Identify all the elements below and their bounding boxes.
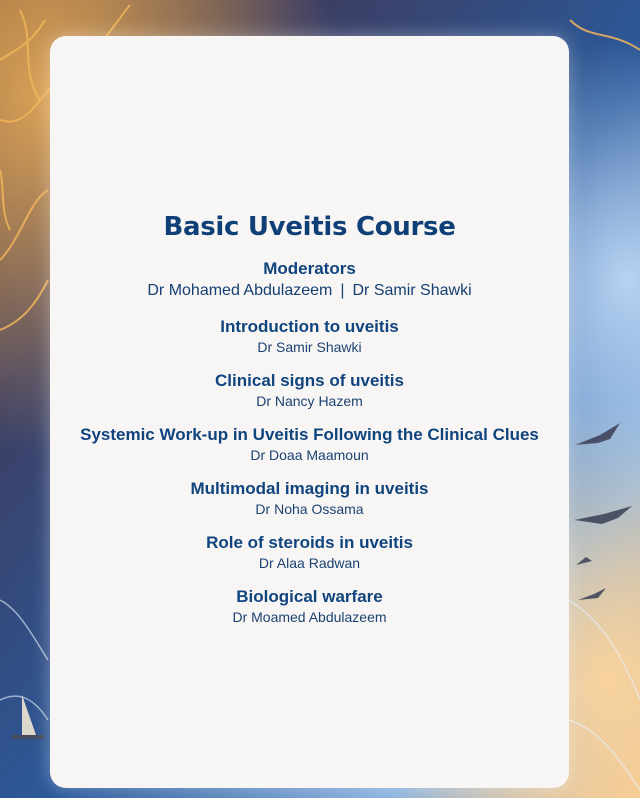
- session-title: Clinical signs of uveitis: [215, 371, 404, 390]
- session-item: [50, 586, 569, 627]
- session-speaker: Dr Noha Ossama: [255, 501, 364, 517]
- program-card: [50, 36, 569, 788]
- session-title: Role of steroids in uveitis: [206, 533, 413, 552]
- moderator-separator: |: [340, 282, 345, 299]
- session-speaker: Dr Samir Shawki: [257, 339, 362, 355]
- moderators-heading: Moderators: [263, 259, 356, 278]
- session-title: Biological warfare: [236, 587, 383, 606]
- session-speaker: Dr Moamed Abdulazeem: [232, 609, 387, 625]
- session-speaker: Dr Doaa Maamoun: [250, 447, 369, 463]
- moderators-names: [50, 280, 569, 302]
- session-title: Multimodal imaging in uveitis: [190, 479, 429, 498]
- moderator-name: Dr Samir Shawki: [352, 282, 472, 299]
- moderator-name: Dr Mohamed Abdulazeem: [147, 282, 333, 299]
- course-title: Basic Uveitis Course: [163, 212, 456, 242]
- session-speaker: Dr Nancy Hazem: [256, 393, 363, 409]
- session-item: [50, 316, 569, 357]
- session-title: Systemic Work-up in Uveitis Following the Clinical Clues: [80, 425, 539, 444]
- program-content: [50, 212, 569, 640]
- session-item: [50, 532, 569, 573]
- session-title: Introduction to uveitis: [220, 317, 399, 336]
- session-item: [50, 478, 569, 519]
- session-item: [50, 370, 569, 411]
- session-speaker: Dr Alaa Radwan: [258, 555, 361, 571]
- session-item: [50, 424, 569, 465]
